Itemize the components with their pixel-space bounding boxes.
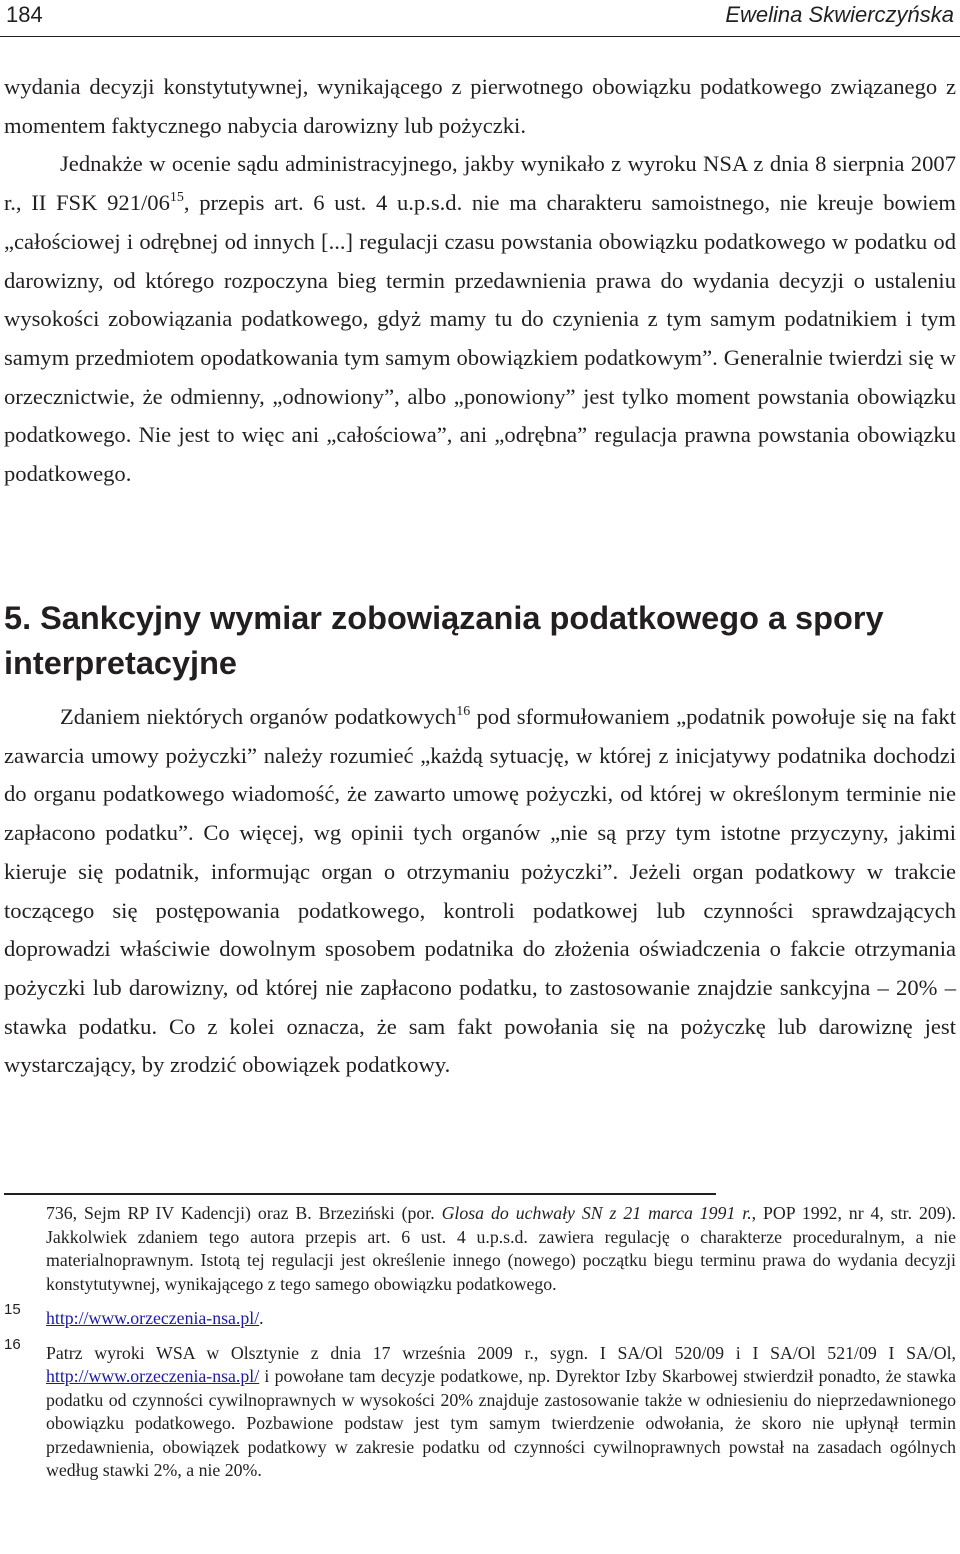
body-text-bottom <box>4 698 956 1085</box>
footnote-15 <box>4 1301 956 1331</box>
footnote-italic-title: Glosa do uchwały SN z 21 marca 1991 r. <box>441 1203 752 1223</box>
footnote-link[interactable]: http://www.orzeczenia-nsa.pl/ <box>46 1308 260 1328</box>
footnotes <box>4 1202 956 1483</box>
footnote-rule <box>4 1193 716 1195</box>
footnote-number: 16 <box>4 1335 21 1353</box>
footnote-text: , POP 1992, nr 4, str. 209). Jakkolwiek zdaniem tego autora przepis art. 6 ust. 4 u.p.s.d. zawiera regulację o charakterze proceduralnym, a nie materialnoprawnym. Istotą tej regulacji jest określenie innego (nowego) początku biegu terminu prawa do wydania decyzji konstytutywnej, wynikającego z tego samego obowiązku podatkowego. <box>46 1203 956 1294</box>
paragraph-text: Jednakże w ocenie sądu administracyjnego, jakby wynikało z wyroku NSA z dnia 8 sierpnia 2007 r., II FSK 921/06 <box>4 151 956 216</box>
paragraph-text: Zdaniem niektórych organów podatkowych <box>60 704 457 729</box>
page-header <box>0 0 960 40</box>
running-head-author: Ewelina Skwierczyńska <box>725 2 954 27</box>
footnote-text: i powołane tam decyzje podatkowe, np. Dyrektor Izby Skarbowej stwierdził ponadto, że stawka podatku od czynności cywilnoprawnych w wysokości 20% znajduje zastosowanie także w odniesieniu do nieprzedawnionego obowiązku podatkowego. Pozbawione podstaw jest tym samym twierdzenie odwołania, że skoro nie upłynął termin przedawnienia, obowiązek podatkowy w zakresie podatku od czynności cywilnoprawnych powstał na zasadach ogólnych według stawki 2%, a nie 20%. <box>46 1366 956 1480</box>
footnote-ref[interactable]: 16 <box>456 703 471 719</box>
paragraph: wydania decyzji konstytutywnej, wynikającego z pierwotnego obowiązku podatkowego związanego z momentem faktycznego nabycia darowizny lub pożyczki. <box>4 74 956 138</box>
footnote-link[interactable]: http://www.orzeczenia-nsa.pl/ <box>46 1366 260 1386</box>
body-text-top <box>4 68 956 494</box>
paragraph-text: pod sformułowaniem „podatnik powołuje się na fakt zawarcia umowy pożyczki” należy rozumieć „każdą sytuację, w której z inicjatywy podatnika dochodzi do organu podatkowego wiadomość, że zawarto umowę pożyczki, od której w określonym terminie nie zapłacono podatku”. Co więcej, wg opinii tych organów „nie są przy tym istotne przyczyny, jakimi kieruje się podatnik, informując organ o otrzymaniu pożyczki”. Jeżeli organ podatkowy w trakcie toczącego się postępowania podatkowego, kontroli podatkowej lub czynności sprawdzających doprowadzi właściwie dowolnym sposobem podatnika do złożenia oświadczenia o fakcie otrzymania pożyczki lub darowizny, od której nie zapłacono podatku, to zastosowanie znajdzie sankcyjna – 20% – stawka podatku. Co z kolei oznacza, że sam fakt powołania się na pożyczkę lub darowiznę jest wystarczający, by zrodzić obowiązek podatkowy. <box>4 704 957 1078</box>
page-number: 184 <box>6 2 43 27</box>
footnote-text: . <box>259 1308 264 1328</box>
paragraph <box>4 145 956 493</box>
footnote-text: 736, Sejm RP IV Kadencji) oraz B. Brzeziński (por. <box>46 1203 442 1223</box>
section-heading: 5. Sankcyjny wymiar zobowiązania podatkowego a spory interpretacyjne <box>4 600 884 681</box>
header-rule <box>0 36 960 37</box>
footnote-number: 15 <box>4 1301 21 1318</box>
footnote-continued <box>4 1202 956 1296</box>
footnote-ref[interactable]: 15 <box>169 190 184 206</box>
paragraph-text: , przepis art. 6 ust. 4 u.p.s.d. nie ma charakteru samoistnego, nie kreuje bowiem „całościowej i odrębnej od innych [...] regulacji czasu powstania obowiązku podatkowego w podatku od darowizny, od którego rozpoczyna bieg termin przedawnienia prawa do wydania decyzji o ustaleniu wysokości zobowiązania podatkowego, gdyż mamy tu do czynienia z tym samym podatnikiem i tym samym przedmiotem opodatkowania tym samym obowiązkiem podatkowym”. Generalnie twierdzi się w orzecznictwie, że odmienny, „odnowiony”, albo „ponowiony” jest tylko moment powstania obowiązku podatkowego. Nie jest to więc ani „całościowa”, ani „odrębna” regulacja prawna powstania obowiązku podatkowego. <box>4 190 957 487</box>
footnote-text: Patrz wyroki WSA w Olsztynie z dnia 17 września 2009 r., sygn. I SA/Ol 520/09 i I SA/Ol 521/09 I SA/Ol, <box>46 1342 956 1363</box>
footnote-16 <box>4 1335 956 1483</box>
paragraph <box>4 698 956 1085</box>
